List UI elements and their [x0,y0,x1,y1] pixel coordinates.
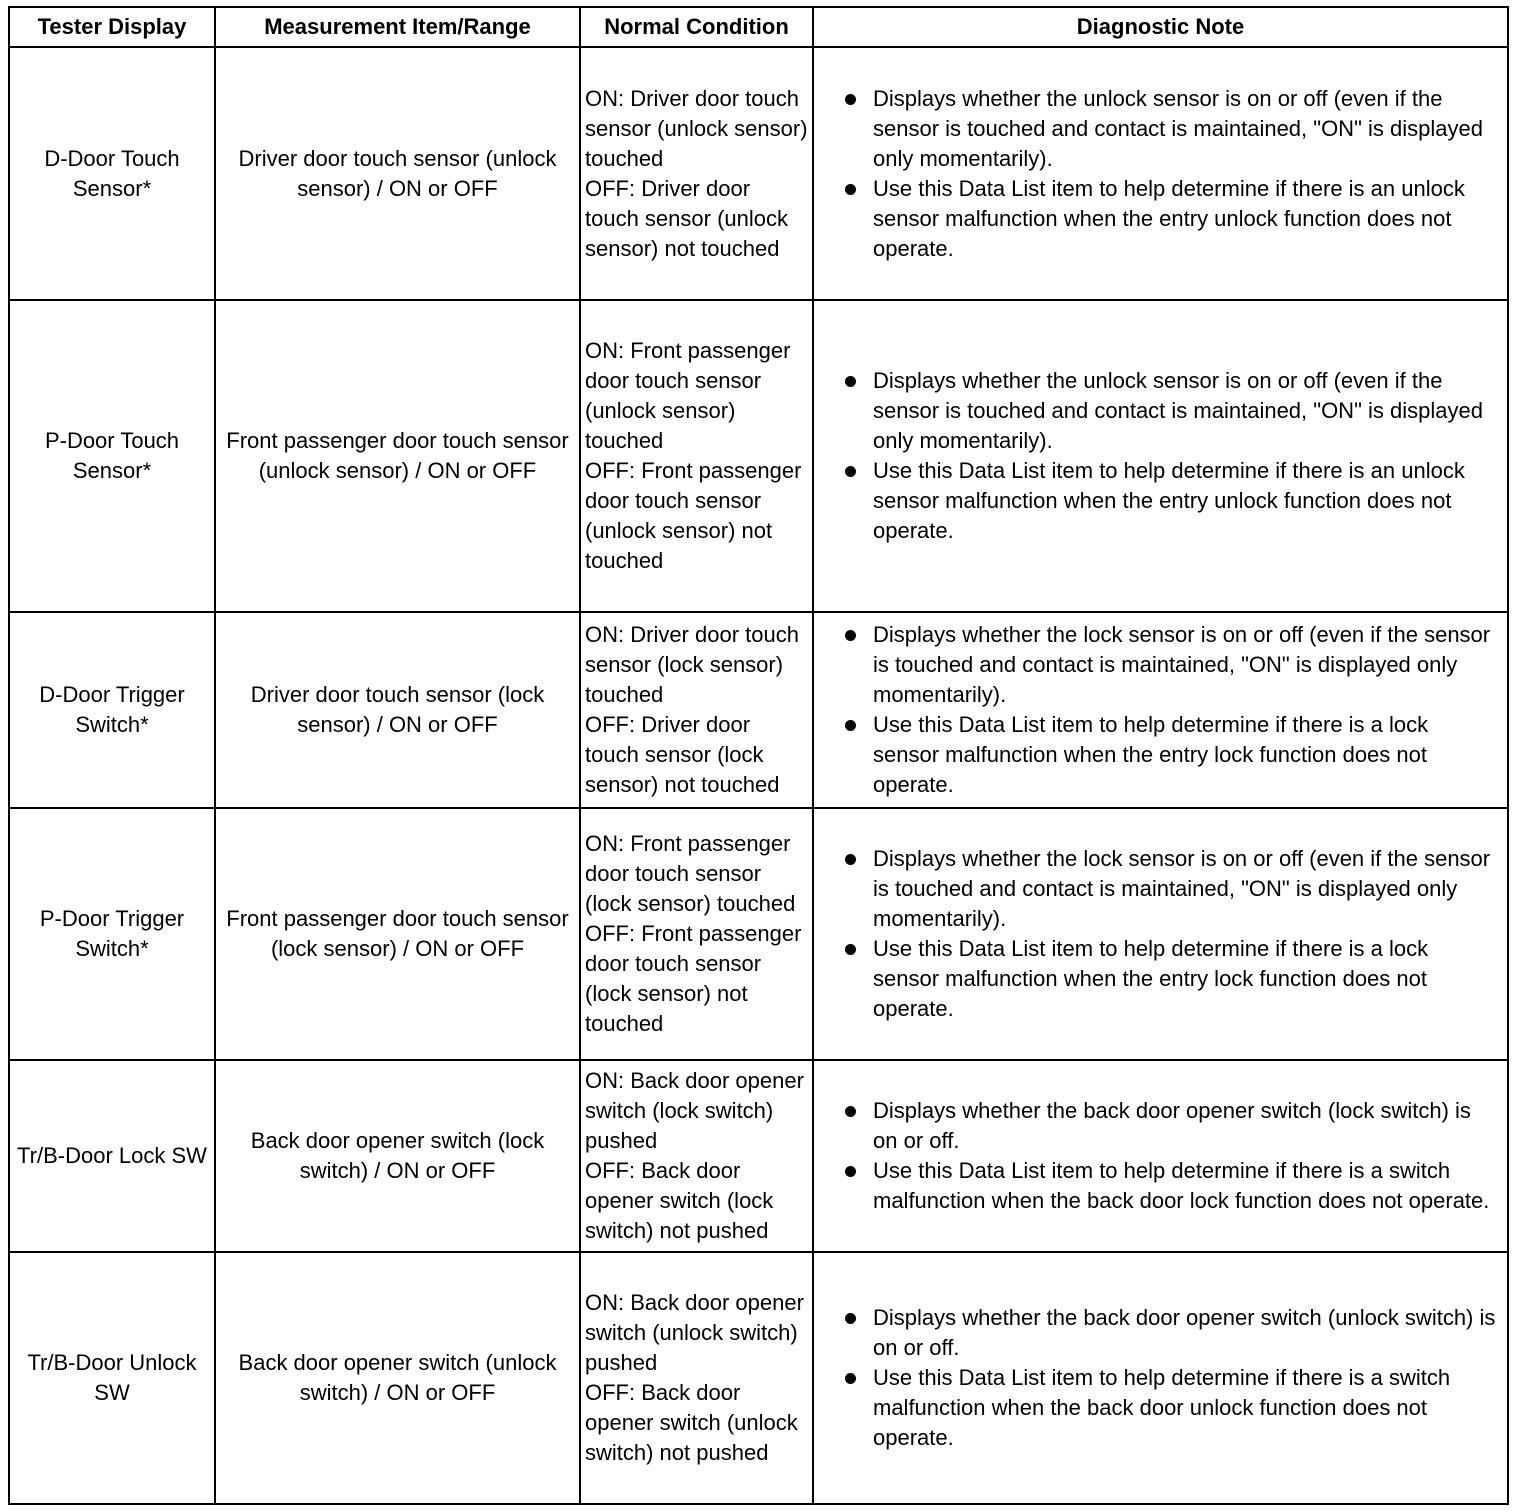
diagnostic-note-cell [813,47,1508,300]
note-bullet: Use this Data List item to help determine if there is a switch malfunction when the back door unlock function does not operate. [873,1363,1496,1453]
tester-display-cell: Tr/B-Door Unlock SW [9,1252,215,1504]
note-list [819,620,1502,800]
normal-on: ON: Back door opener switch (lock switch) pushed [585,1068,804,1153]
table-row [9,300,1508,612]
normal-on: ON: Front passenger door touch sensor (lock sensor) touched [585,831,796,916]
tester-display-cell: P-Door Trigger Switch* [9,808,215,1060]
table-row [9,1060,1508,1252]
note-list [819,844,1502,1024]
header-measurement: Measurement Item/Range [215,7,580,47]
note-bullet: Displays whether the lock sensor is on or off (even if the sensor is touched and contact is maintained, "ON" is displayed only momentarily). [873,620,1496,710]
tester-display-cell: D-Door Touch Sensor* [9,47,215,300]
note-bullet: Use this Data List item to help determine if there is an unlock sensor malfunction when the entry unlock function does not operate. [873,456,1496,546]
measurement-cell: Front passenger door touch sensor (unlock sensor) / ON or OFF [215,300,580,612]
diagnostic-note-cell [813,612,1508,808]
normal-condition-cell [580,1252,813,1504]
normal-condition-cell [580,808,813,1060]
note-bullet: Use this Data List item to help determine if there is a switch malfunction when the back door lock function does not operate. [873,1156,1496,1216]
note-list [819,366,1502,546]
normal-off: OFF: Driver door touch sensor (lock sensor) not touched [585,712,780,797]
normal-condition-cell [580,612,813,808]
header-diagnostic-note: Diagnostic Note [813,7,1508,47]
header-tester-display: Tester Display [9,7,215,47]
tester-display-cell: P-Door Touch Sensor* [9,300,215,612]
measurement-cell: Back door opener switch (lock switch) / ON or OFF [215,1060,580,1252]
tester-display-cell: D-Door Trigger Switch* [9,612,215,808]
normal-condition-cell [580,300,813,612]
note-bullet: Displays whether the unlock sensor is on or off (even if the sensor is touched and contact is maintained, "ON" is displayed only momentarily). [873,84,1496,174]
measurement-cell: Driver door touch sensor (unlock sensor) / ON or OFF [215,47,580,300]
table-row [9,1252,1508,1504]
table-row [9,612,1508,808]
normal-on: ON: Driver door touch sensor (unlock sensor) touched [585,85,808,171]
measurement-cell: Back door opener switch (unlock switch) / ON or OFF [215,1252,580,1504]
normal-off: OFF: Front passenger door touch sensor (lock sensor) not touched [585,921,802,1036]
measurement-cell: Driver door touch sensor (lock sensor) / ON or OFF [215,612,580,808]
diagnostic-note-cell [813,1060,1508,1252]
diagnostic-note-cell [813,1252,1508,1504]
note-list [819,84,1502,264]
normal-condition-cell [580,47,813,300]
table-row [9,47,1508,300]
normal-on: ON: Driver door touch sensor (lock sensor) touched [585,622,799,707]
note-bullet: Use this Data List item to help determine if there is a lock sensor malfunction when the entry lock function does not operate. [873,710,1496,800]
measurement-cell: Front passenger door touch sensor (lock sensor) / ON or OFF [215,808,580,1060]
table-row [9,808,1508,1060]
note-list [819,1096,1502,1216]
note-bullet: Displays whether the unlock sensor is on or off (even if the sensor is touched and contact is maintained, "ON" is displayed only momentarily). [873,366,1496,456]
note-bullet: Use this Data List item to help determine if there is a lock sensor malfunction when the entry lock function does not operate. [873,934,1496,1024]
normal-on: ON: Back door opener switch (unlock switch) pushed [585,1290,804,1375]
diagnostic-note-cell [813,808,1508,1060]
diagnostic-note-cell [813,300,1508,612]
normal-on: ON: Front passenger door touch sensor (unlock sensor) touched [585,338,791,453]
normal-off: OFF: Driver door touch sensor (unlock sensor) not touched [585,175,788,261]
normal-off: OFF: Back door opener switch (unlock switch) not pushed [585,1380,798,1465]
normal-condition-cell [580,1060,813,1252]
header-row [9,7,1508,47]
note-bullet: Displays whether the lock sensor is on or off (even if the sensor is touched and contact is maintained, "ON" is displayed only momentarily). [873,844,1496,934]
note-bullet: Displays whether the back door opener switch (lock switch) is on or off. [873,1096,1496,1156]
note-bullet: Displays whether the back door opener switch (unlock switch) is on or off. [873,1303,1496,1363]
normal-off: OFF: Front passenger door touch sensor (unlock sensor) not touched [585,458,802,573]
note-list [819,1303,1502,1453]
note-bullet: Use this Data List item to help determine if there is an unlock sensor malfunction when the entry unlock function does not operate. [873,174,1496,264]
data-list-table [8,6,1509,1505]
header-normal-condition: Normal Condition [580,7,813,47]
normal-off: OFF: Back door opener switch (lock switch) not pushed [585,1158,774,1243]
tester-display-cell: Tr/B-Door Lock SW [9,1060,215,1252]
